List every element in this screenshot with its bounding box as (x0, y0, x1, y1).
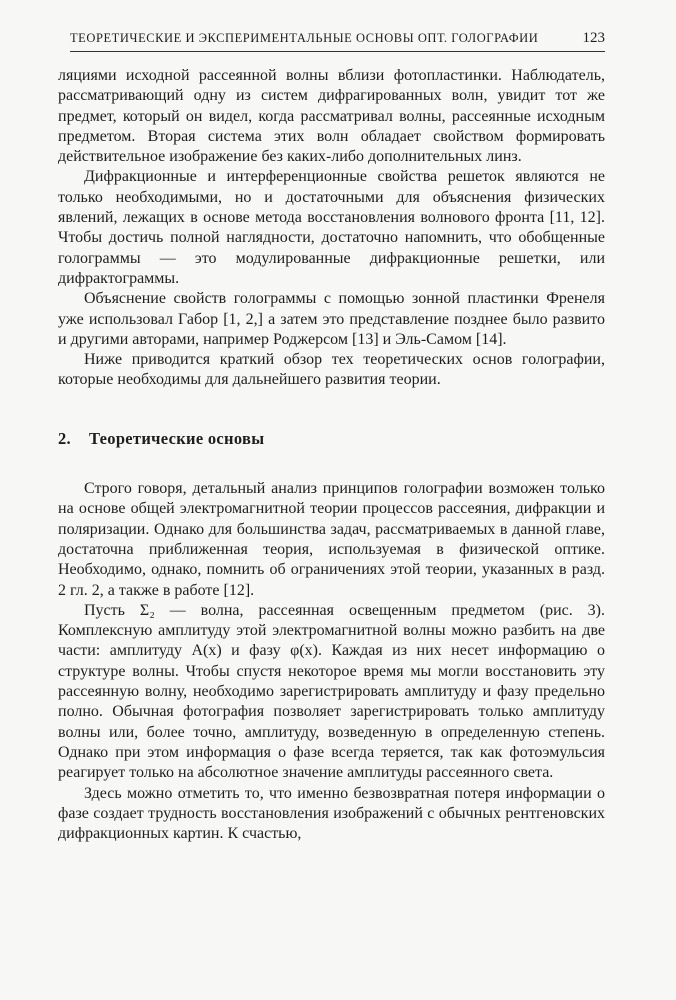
page-number: 123 (582, 30, 605, 46)
paragraph: Объяснение свойств голограммы с помощью зонной пластинки Френеля уже использовал Габор [1, 2,] а затем это представление позднее было развито и другими авторами, например Роджерсом [13] и Эль-Самом [14]. (58, 290, 605, 348)
paragraph-continued: ляциями исходной рассеянной волны вблизи фотопластинки. Наблюдатель, рассматривающий одну из систем дифрагированных волн, увидит тот же предмет, который он видел, когда рассматривал волны, рассеянные исходным предметом. Вторая система этих волн обладает свойством формировать действительное изображение без каких-либо дополнительных линз. (58, 67, 605, 166)
paragraph: Пусть Σ₂ — волна, рассеянная освещенным предметом (рис. 3). Комплексную амплитуду этой электромагнитной волны можно разбить на две части: амплитуду A(x) и фазу φ(x). Каждая из них несет информацию о структуре волны. Чтобы спустя некоторое время мы могли восстановить эту рассеянную волну, необходимо зарегистрировать амплитуду и фазу предельно полно. Обычная фотография позволяет зарегистрировать только амплитуду волны или, более точно, амплитуду, возведенную в определенную степень. Однако при этом информация о фазе всегда теряется, так как фотоэмульсия реагирует только на абсолютное значение амплитуды рассеянного света. (58, 601, 605, 782)
paragraph: Дифракционные и интерференционные свойства решеток являются не только необходимыми, но и достаточными для объяснения физических явлений, лежащих в основе метода восстановления волнового фронта [11, 12]. Чтобы достичь полной наглядности, достаточно напомнить, что обобщенные голограммы — это модулированные дифракционные решетки, или дифрактограммы. (58, 168, 605, 287)
paragraph: Строго говоря, детальный анализ принципов голографии возможен только на основе общей электромагнитной теории процессов рассеяния, дифракции и поляризации. Однако для большинства задач, рассматриваемых в данной главе, достаточна приближенная теория, используемая в физической оптике. Необходимо, однако, помнить об ограничениях этой теории, указанных в разд. 2 гл. 2, а также в работе [12]. (58, 480, 605, 599)
section-number: 2. (58, 428, 71, 448)
body-text (58, 66, 605, 844)
paragraph: Ниже приводится краткий обзор тех теоретических основ голографии, которые необходимы для дальнейшего развития теории. (58, 351, 605, 389)
paragraph: Здесь можно отметить то, что именно безвозвратная потеря информации о фазе создает трудность восстановления изображений с обычных рентгеновских дифракционных картин. К счастью, (58, 784, 605, 843)
running-header (70, 30, 605, 52)
section-heading (58, 429, 605, 449)
section-title: Теоретические основы (88, 428, 265, 448)
running-title: ТЕОРЕТИЧЕСКИЕ И ЭКСПЕРИМЕНТАЛЬНЫЕ ОСНОВЫ ОПТ. ГОЛОГРАФИИ (70, 31, 539, 45)
